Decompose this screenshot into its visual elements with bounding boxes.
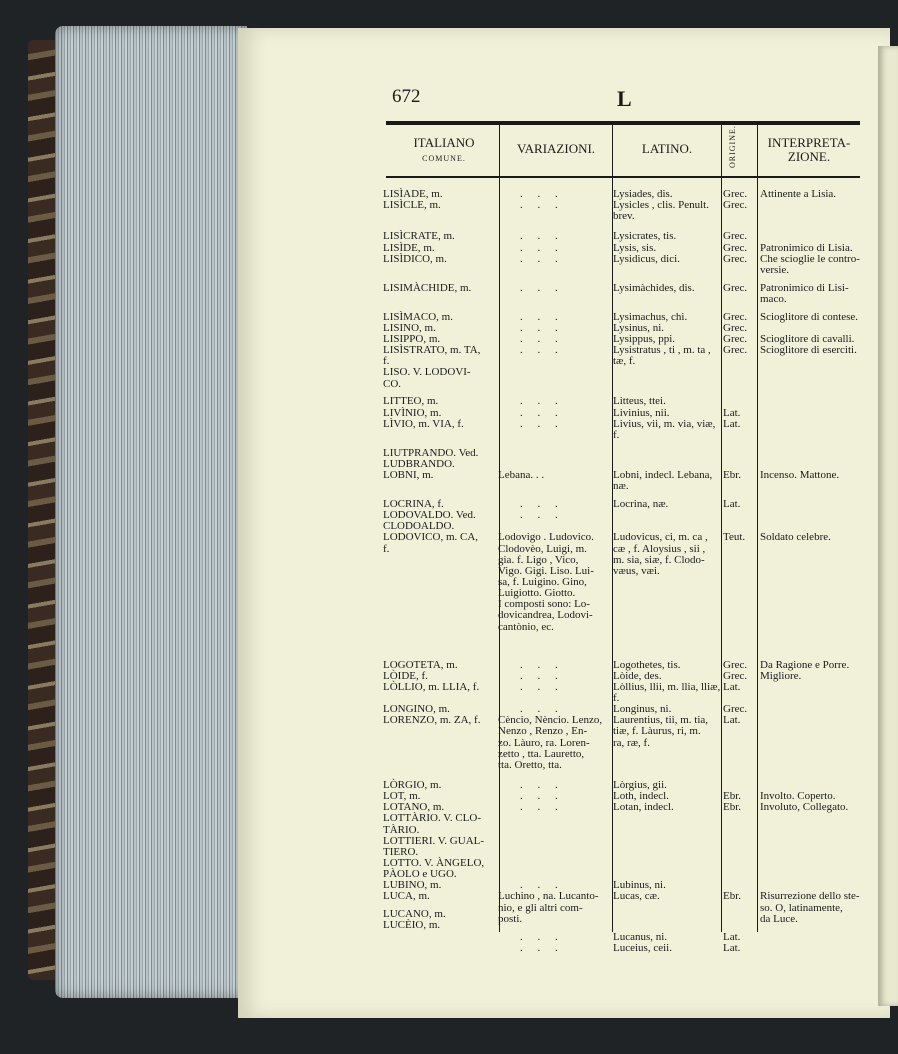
italiano-line: LORENZO, m. ZA, f. [383,714,481,727]
origine-line: Grec. [723,321,748,334]
variazioni-line: . . . [520,281,564,294]
variazioni-line: Nenzo , Renzo , En- [498,725,588,738]
adjacent-page [878,46,898,1006]
variazioni-line: I composti sono: Lo- [498,598,590,611]
italiano-line: LUCA, m. [383,890,430,903]
latino-line: tiæ, f. Làurus, ri, m. [613,725,701,738]
header-top-rule [386,121,860,125]
variazioni-line: Luigiotto. Giotto. [498,587,576,600]
origine-line: Lat. [723,714,741,727]
latino-line: væus, væi. [613,564,660,577]
origine-line: Teut. [723,531,746,544]
latino-line: Lòllius, llii, m. llia, lliæ, [613,680,721,693]
origine-line: Grec. [723,199,748,212]
latino-line: Lysiades, dis. [613,188,673,200]
italiano-line: LOTANO, m. [383,801,445,814]
variazioni-line: zetto , tta. Lauretto, [498,747,585,760]
latino-line: Lòrgius, gii. [613,778,667,791]
italiano-line: CLODOALDO. [383,520,455,533]
variazioni-line: Cèncio, Nèncio. Lenzo, [498,714,603,727]
origine-line: Lat. [723,680,741,693]
latino-line: Lucanus, ni. [613,930,668,943]
header-interpretazione-line2: ZIONE. [787,149,831,164]
interpretazione-line: Patronimico di Lisia. [760,241,853,254]
header-italiano [392,136,496,166]
variazioni-line: . . . [520,310,564,323]
header-bottom-rule [386,176,860,178]
variazioni-line: Vigo. Gigi. Liso. Lui- [498,564,594,577]
italiano-line: LIUTPRANDO. Ved. [383,446,479,459]
header-italiano-sub: COMUNE. [422,154,466,163]
origine-line: Grec. [723,252,748,265]
origine-line: Grec. [723,344,748,357]
origine-line: Lat. [723,941,741,954]
variazioni-line: . . . [520,252,564,265]
origine-line: Lat. [723,406,741,419]
origine-line: Grec. [723,332,748,345]
latino-line: Lysimàchides, dis. [613,281,695,294]
italiano-line: LOCRINA, f. [383,497,444,510]
variazioni-line: . . . [520,230,564,243]
origine-line: Ebr. [723,890,742,903]
origine-line: Lat. [723,930,741,943]
latino-line: Livinius, nii. [613,406,670,419]
italiano-line: LIVÌNIO, m. [383,406,442,419]
variazioni-line: . . . [520,321,564,334]
italiano-line: LODOVICO, m. CA, [383,531,479,544]
italiano-line: PÀOLO e UGO. [383,868,457,881]
italiano-line: f. [383,542,390,555]
header-interpretazione-line1: INTERPRETA- [767,135,851,150]
variazioni-line: Lodovigo . Ludovico. [498,531,594,544]
variazioni-line: . . . [520,658,564,671]
latino-line: Lucas, cæ. [613,890,660,903]
variazioni-line: . . . [520,669,564,682]
latino-line: ra, ræ, f. [613,736,650,749]
italiano-line: LÒRGIO, m. [383,778,442,791]
italiano-line: LÌVIO, m. VIA, f. [383,417,464,430]
header-origine-label: ORIGINE. [728,125,737,168]
variazioni-line: . . . [520,879,564,892]
italiano-line: LISIPPO, m. [383,332,441,345]
variazioni-line: tta. Oretto, tta. [498,758,562,771]
latino-line: f. [613,428,620,441]
latino-line: Lubinus, ni. [613,879,666,892]
interpretazione-line: maco. [760,292,787,305]
italiano-line: LISÌCRATE, m. [383,230,455,243]
latino-line: Locrina, næ. [613,497,669,510]
origine-line: Ebr. [723,468,742,481]
header-latino: LATINO. [641,141,693,156]
latino-line: cæ , f. Aloysius , sii , [613,542,706,555]
origine-line: Grec. [723,658,748,671]
italiano-line: LÒLLIO, m. LLIA, f. [383,680,480,693]
italiano-line: LOTTIERI. V. GUAL- [383,834,485,847]
variazioni-line: . . . [520,497,564,510]
latino-line: Lobni, indecl. Lebana, [613,468,713,481]
latino-line: Lysinus, ni. [613,321,665,334]
variazioni-line: gia. f. Ligo , Vico, [498,553,579,566]
origine-line: Grec. [723,281,748,294]
header-origine [722,125,756,174]
section-letter: L [617,86,632,111]
variazioni-line: nio, e gli altri com- [498,901,583,914]
latino-line: Litteus, ttei. [613,395,666,408]
origine-line: Ebr. [723,790,742,803]
latino-line: Lysis, sis. [613,241,657,254]
origine-line: Lat. [723,417,741,430]
italiano-line: LISÌDICO, m. [383,252,447,265]
variazioni-line: . . . [520,188,564,200]
italiano-line: LISIMÀCHIDE, m. [383,281,472,294]
italiano-line: LUCÈIO, m. [383,919,441,932]
interpretazione-line: Risurrezione dello ste- [760,890,860,903]
variazioni-line: sa, f. Luigino. Gino, [498,576,587,589]
interpretazione-line: Che scioglie le contro- [760,252,860,265]
interpretazione-line: Involto. Coperto. [760,790,836,803]
latino-line: Luceius, ceii. [613,941,672,954]
interpretazione-line: Scioglitore di cavalli. [760,332,855,345]
variazioni-line: . . . [520,241,564,254]
variazioni-line: Luchino , na. Lucanto- [498,890,599,903]
variazioni-line: . . . [520,930,564,943]
variazioni-line: . . . [520,417,564,430]
latino-line: Lysicles , clis. Penult. [613,199,709,212]
italiano-line: LOT, m. [383,790,421,803]
italiano-line: LODOVALDO. Ved. [383,509,476,522]
interpretazione-line: Scioglitore di eserciti. [760,344,857,357]
variazioni-line: posti. [498,912,523,925]
origine-line: Grec. [723,703,748,716]
italiano-line: f. [383,355,390,368]
interpretazione-line: Scioglitore di contese. [760,310,859,323]
italiano-line: TÀRIO. [383,823,420,836]
origine-line: Lat. [723,497,741,510]
origine-line: Grec. [723,310,748,323]
interpretazione-line: so. O, latinamente, [760,901,843,914]
latino-line: m. sia, siæ, f. Clodo- [613,553,705,566]
latino-line: Loth, indecl. [613,790,669,803]
latino-line: Lysistratus , ti , m. ta , [613,344,711,357]
latino-line: Lysidicus, dici. [613,252,680,265]
interpretazione-line: Patronimico di Lisi- [760,281,849,294]
italiano-line: LISÌADE, m. [383,188,443,200]
italiano-line: LUDBRANDO. [383,457,455,470]
italiano-line: LOTTÀRIO. V. CLO- [383,812,481,825]
latino-line: Longinus, ni. [613,703,672,716]
latino-line: Lysippus, ppi. [613,332,676,345]
italiano-line: LUCANO, m. [383,908,446,921]
header-variazioni: VARIAZIONI. [516,141,596,156]
origine-line: Grec. [723,188,748,200]
variazioni-line: zo. Làuro, ra. Loren- [498,736,590,749]
column-divider [721,124,722,932]
variazioni-line: . . . [520,801,564,814]
italiano-line: LÒIDE, f. [383,669,428,682]
latino-line: Laurentius, tii, m. tia, [613,714,709,727]
italiano-line: LISÌMACO, m. [383,310,453,323]
column-divider [757,124,758,932]
variazioni-line: Clodovèo, Luigi, m. [498,542,587,555]
latino-line: Livius, vii, m. via, viæ, [613,417,716,430]
italiano-line: LISÌDE, m. [383,241,435,254]
interpretazione-line: Incenso. Mattone. [760,468,840,481]
interpretazione-line: Soldato celebre. [760,531,831,544]
variazioni-line: . . . [520,790,564,803]
variazioni-line: . . . [520,199,564,212]
italiano-line: LOTTO. V. ÀNGELO, [383,857,485,869]
origine-line: Grec. [723,241,748,254]
header-interpretazione [760,136,858,164]
variazioni-line: cantònio, ec. [498,620,554,633]
interpretazione-line: da Luce. [760,912,798,925]
interpretazione-line: Migliore. [760,669,802,682]
page-number: 672 [392,86,421,107]
header-italiano-label: ITALIANO [413,135,475,150]
italiano-line: LITTEO, m. [383,395,439,408]
italiano-line: LISINO, m. [383,321,436,334]
origine-line: Grec. [723,669,748,682]
latino-line: Lysicrates, tis. [613,230,677,243]
latino-line: Lotan, indecl. [613,801,674,814]
italiano-line: LISO. V. LODOVI- [383,366,471,379]
italiano-line: LUBINO, m. [383,879,442,892]
italiano-line: LISÌSTRATO, m. TA, [383,344,481,357]
origine-line: Ebr. [723,801,742,814]
variazioni-line: . . . [520,941,564,954]
latino-line: f. [613,691,620,704]
interpretazione-line: Attinente a Lisia. [760,188,837,200]
variazioni-line: Lebana. . . [498,468,545,481]
column-divider [499,124,500,932]
variazioni-line: dovicandrea, Lodovi- [498,609,593,622]
interpretazione-line: Da Ragione e Porre. [760,658,850,671]
variazioni-line: . . . [520,395,564,408]
italiano-line: LISÌCLE, m. [383,199,441,212]
latino-line: Lysimachus, chi. [613,310,688,323]
variazioni-line: . . . [520,778,564,791]
latino-line: Logothetes, tis. [613,658,681,671]
page-edges [55,26,247,998]
latino-line: brev. [613,210,635,223]
variazioni-line: . . . [520,344,564,357]
italiano-line: TIERO. [383,845,419,858]
italiano-line: CO. [383,377,402,390]
latino-line: Lòide, des. [613,669,662,682]
origine-line: Grec. [723,230,748,243]
variazioni-line: . . . [520,703,564,716]
interpretazione-line: versie. [760,263,790,276]
latino-line: Ludovicus, ci, m. ca , [613,531,708,544]
variazioni-line: . . . [520,509,564,522]
variazioni-line: . . . [520,332,564,345]
variazioni-line: . . . [520,680,564,693]
interpretazione-line: Involuto, Collegato. [760,801,849,814]
italiano-line: LOGOTETA, m. [383,658,458,671]
variazioni-line: . . . [520,406,564,419]
latino-line: tæ, f. [613,355,636,368]
latino-line: næ. [613,480,629,493]
italiano-line: LOBNI, m. [383,468,434,481]
italiano-line: LONGINO, m. [383,703,450,716]
